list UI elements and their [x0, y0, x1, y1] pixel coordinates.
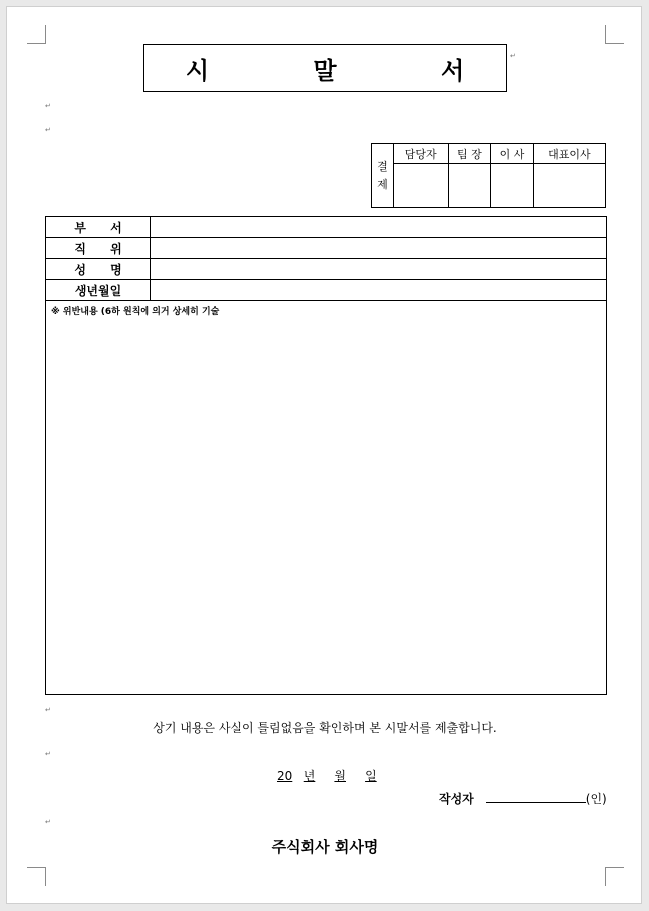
value-department[interactable]: [151, 217, 607, 238]
approval-sign-team-lead[interactable]: [448, 164, 491, 208]
writer-signature-line[interactable]: [486, 790, 586, 803]
paragraph-mark-icon: ↵: [45, 102, 51, 110]
paragraph-mark-icon: ↵: [45, 706, 51, 714]
crop-mark-top-right: [605, 25, 624, 44]
paragraph-mark-icon: ↵: [45, 818, 51, 826]
value-position[interactable]: [151, 238, 607, 259]
paragraph-mark-icon: ↵: [510, 52, 516, 60]
date-year: 년: [303, 769, 316, 783]
value-name[interactable]: [151, 259, 607, 280]
approval-sign-director[interactable]: [491, 164, 534, 208]
date-line[interactable]: [277, 767, 377, 784]
paragraph-mark-icon: ↵: [45, 750, 51, 758]
crop-mark-bottom-right: [605, 867, 624, 886]
date-day: 일: [365, 769, 377, 783]
label-department: 부 서: [46, 217, 151, 238]
confirm-statement: 상기 내용은 사실이 틀림없음을 확인하며 본 시말서를 제출합니다.: [153, 721, 497, 735]
approval-sign-ceo[interactable]: [533, 164, 605, 208]
paragraph-mark-icon: ↵: [45, 126, 51, 134]
label-name: 성 명: [46, 259, 151, 280]
approval-col-ceo: 대표이사: [533, 144, 605, 164]
approval-table: [371, 143, 606, 208]
approval-side-label: 결 제: [372, 144, 394, 208]
approval-col-team-lead: 팀 장: [448, 144, 491, 164]
document-page: [6, 6, 642, 904]
title-box[interactable]: [143, 44, 513, 92]
company-name: 주식회사 회사명: [271, 838, 379, 856]
approval-col-director: 이 사: [491, 144, 534, 164]
label-birthdate: 생년월일: [46, 280, 151, 301]
crop-mark-bottom-left: [27, 867, 46, 886]
info-table: [45, 216, 607, 695]
label-position: 직 위: [46, 238, 151, 259]
date-year-prefix: 20: [277, 769, 293, 783]
violation-detail-area[interactable]: [46, 301, 607, 695]
approval-sign-staff[interactable]: [394, 164, 449, 208]
date-month: 월: [334, 769, 346, 783]
page-title: 시 말 서: [185, 56, 513, 85]
writer-label: 작성자: [439, 792, 474, 806]
value-birthdate[interactable]: [151, 280, 607, 301]
approval-col-staff: 담당자: [394, 144, 449, 164]
writer-line[interactable]: [439, 790, 607, 807]
writer-seal: (인): [585, 792, 607, 806]
crop-mark-top-left: [27, 25, 46, 44]
violation-detail-title: ※ 위반내용 (6하 원칙에 의거 상세히 기술: [51, 307, 220, 317]
